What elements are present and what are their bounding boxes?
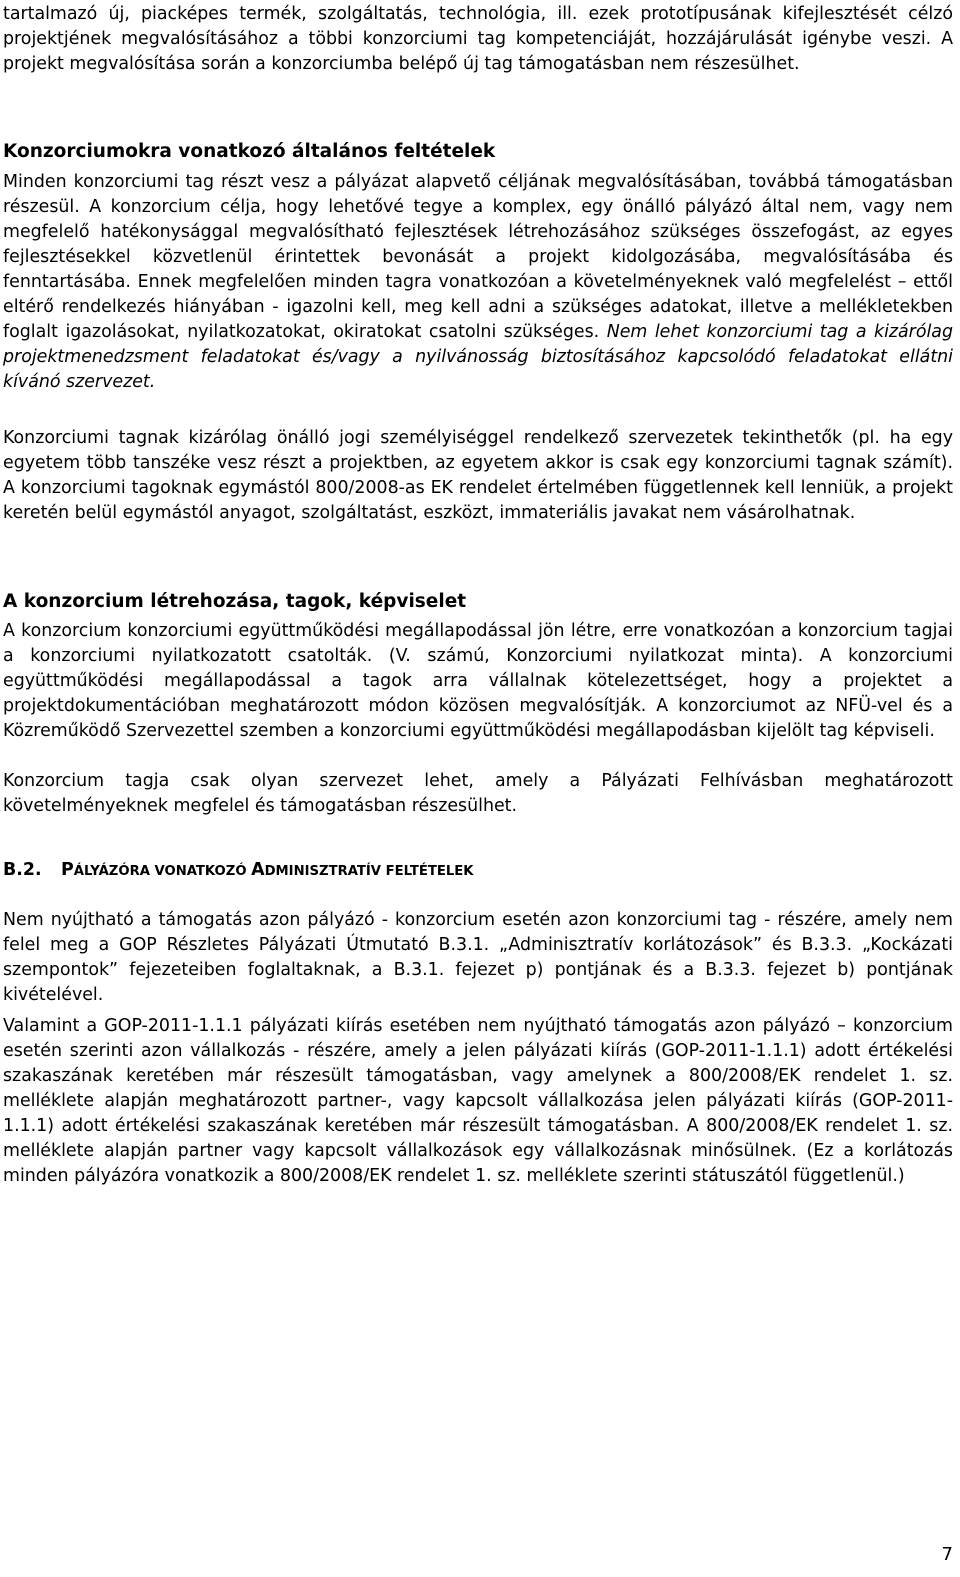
intro-paragraph: tartalmazó új, piacképes termék, szolgáltatás, technológia, ill. ezek prototípusának kifejlesztését célzó projektjének megvalósításához a többi konzorciumi tag kompetenciáját, hozzájárulását igénybe veszi. A projekt megvalósítása során a konzorciumba belépő új tag támogatásban nem részesülhet. [3, 4, 953, 74]
consortium-creation-paragraph: A konzorcium konzorciumi együttműködési megállapodással jön létre, erre vonatkozóan a konzorcium tagjai a konzorciumi nyilatkozatott csatolták. (V. számú, Konzorciumi nyilatkozat minta). A konzorciumi együttműködési megállapodással a tagok arra vállalnak kötelezettséget, hogy a projektet a projektdokumentációban meghatározott módon közösen megvalósítják. A konzorciumot az NFÜ-vel és a Közreműködő Szervezettel szemben a konzorciumi együttműködési megállapodásban kijelölt tag képviseli. [3, 621, 953, 741]
title-small-1: ÁLYÁZÓRA VONATKOZÓ [73, 864, 252, 879]
title-cap-1: P [61, 860, 74, 880]
title-cap-2: A [251, 860, 265, 880]
consortium-members-paragraph: Konzorciumi tagnak kizárólag önálló jogi személyiséggel rendelkező szervezetek tekinthetők (pl. ha egy egyetem több tanszéke vesz részt a projektben, az egyetem akkor is csak egy konzorciumi tagnak számít). A konzorciumi tagoknak egymástól 800/2008-as EK rendelet értelmében függetlennek kell lenniük, a projekt keretén belül egymástól anyagot, szolgáltatást, eszközt, immateriális javakat nem vásárolhatnak. [3, 428, 953, 523]
page-number: 7 [941, 1544, 953, 1565]
section-heading-consortium-creation: A konzorcium létrehozása, tagok, képviselet [3, 591, 467, 612]
consortium-membership-paragraph: Konzorcium tagja csak olyan szervezet lehet, amely a Pályázati Felhívásban meghatározott követelményeknek megfelel és támogatásban részesülhet. [3, 771, 953, 816]
section-heading-general-conditions: Konzorciumokra vonatkozó általános feltételek [3, 141, 496, 162]
title-small-2: DMINISZTRATÍV FELTÉTELEK [264, 864, 474, 879]
general-conditions-regular-text: Minden konzorciumi tag részt vesz a pályázat alapvető céljának megvalósításában, továbbá támogatásban részesül. A konzorcium célja, hogy lehetővé tegye a komplex, egy önálló pályázó által nem, vagy nem megfelelő hatékonysággal megvalósítható fejlesztések létrehozásához szükséges összefogást, az egyes fejlesztésekkel közvetlenül érintettek bevonását a projekt kidolgozásába, megvalósításába és fenntartásába. Ennek megfelelően minden tagra vonatkozóan a követelményeknek való megfelelést – ettől eltérő rendelkezés hiányában - igazolni kell, meg kell adni a szükséges adatokat, illetve a mellékletekben foglalt igazolásokat, nyilatkozatokat, okiratokat csatolni szükséges. [3, 172, 953, 342]
section-heading-b2 [3, 858, 473, 884]
general-conditions-paragraph [3, 170, 953, 395]
section-number: B.2. [3, 860, 42, 880]
b2-paragraph-1: Nem nyújtható a támogatás azon pályázó - konzorcium esetén azon konzorciumi tag - részére, amely nem felel meg a GOP Részletes Pályázati Útmutató B.3.1. „Adminisztratív korlátozások” és B.3.3. „Kockázati szempontok” fejezeteiben foglaltaknak, a B.3.1. fejezet p) pontjának és a B.3.3. fejezet b) pontjának kivételével. [3, 910, 953, 1005]
general-conditions-italic-text: Nem lehet konzorciumi tag a kizárólag projektmenedzsment feladatokat és/vagy a nyilvánosság biztosításához kapcsolódó feladatokat ellátni kívánó szervezet. [3, 322, 953, 392]
b2-paragraph-2: Valamint a GOP-2011-1.1.1 pályázati kiírás esetében nem nyújtható támogatás azon pályázó – konzorcium esetén szerinti azon vállalkozás - részére, amely a jelen pályázati kiírás (GOP-2011-1.1.1) adott értékelési szakaszának keretében már részesült támogatásban, vagy amelynek a 800/2008/EK rendelet 1. sz. melléklete alapján meghatározott partner-, vagy kapcsolt vállalkozása jelen pályázati kiírás (GOP-2011-1.1.1) adott értékelési szakaszának keretében már részesült támogatásban. A 800/2008/EK rendelet 1. sz. melléklete alapján partner vagy kapcsolt vállalkozások egy vállalkozásnak minősülnek. (Ez a korlátozás minden pályázóra vonatkozik a 800/2008/EK rendelet 1. sz. melléklete szerinti státuszától függetlenül.) [3, 1016, 953, 1186]
